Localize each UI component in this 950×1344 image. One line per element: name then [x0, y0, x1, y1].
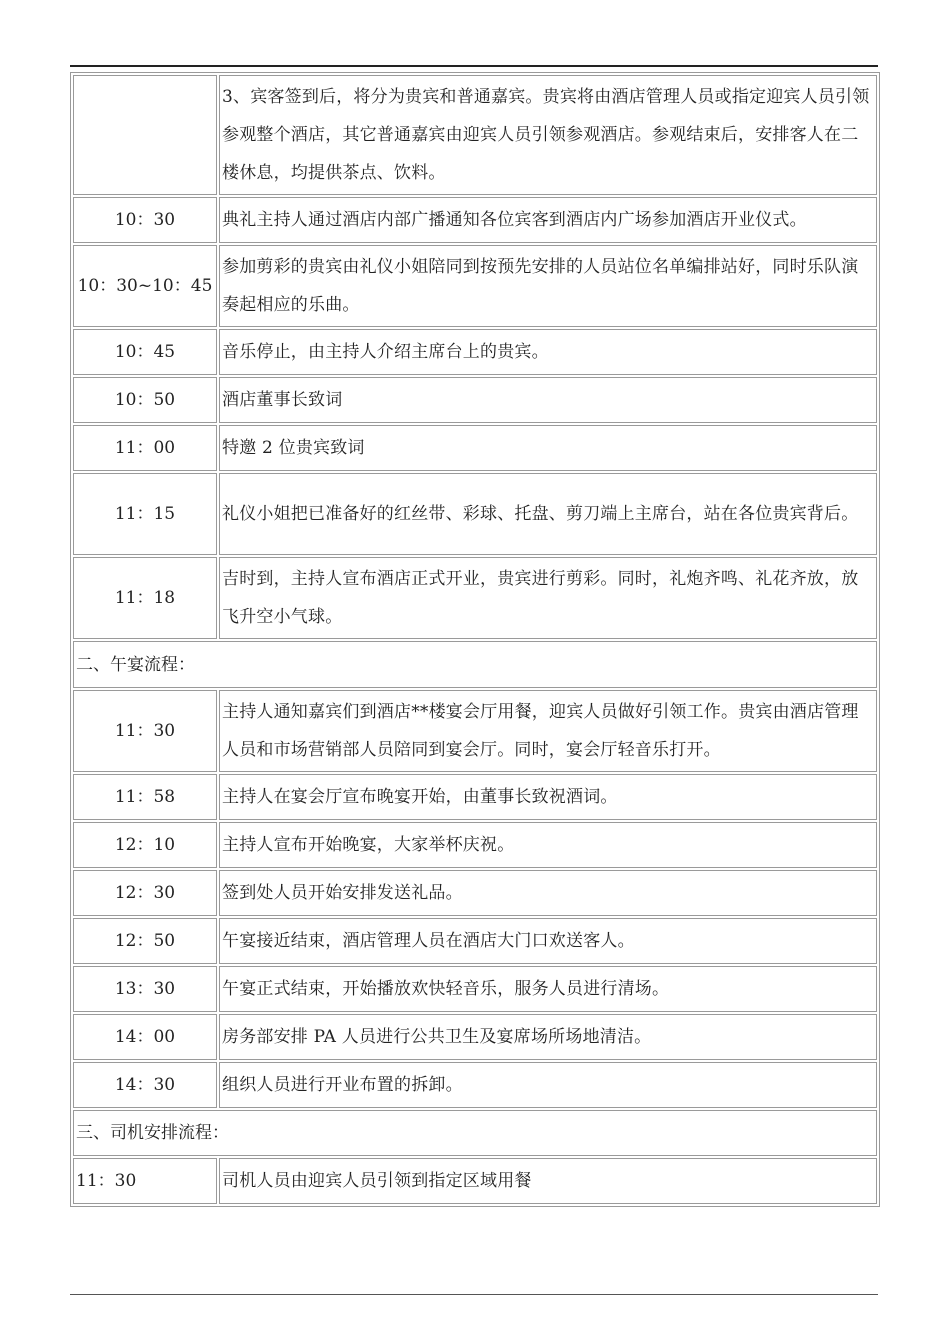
description-cell: 吉时到，主持人宣布酒店正式开业，贵宾进行剪彩。同时，礼炮齐鸣、礼花齐放，放飞升空小气球。: [219, 557, 877, 639]
time-cell: 10：30~10：45: [73, 245, 217, 327]
time-cell: 11：18: [73, 557, 217, 639]
table-row: [73, 1014, 877, 1060]
time-cell: 11：00: [73, 425, 217, 471]
table-row: [73, 75, 877, 195]
table-row: [73, 870, 877, 916]
time-cell: 13：30: [73, 966, 217, 1012]
description-cell: 礼仪小姐把已准备好的红丝带、彩球、托盘、剪刀端上主席台，站在各位贵宾背后。: [219, 473, 877, 555]
description-cell: 参加剪彩的贵宾由礼仪小姐陪同到按预先安排的人员站位名单编排站好，同时乐队演奏起相应的乐曲。: [219, 245, 877, 327]
time-cell: 10：50: [73, 377, 217, 423]
description-cell: 签到处人员开始安排发送礼品。: [219, 870, 877, 916]
section-heading-row: [73, 641, 877, 688]
section-heading-drivers: 三、司机安排流程：: [73, 1110, 877, 1156]
section-heading-lunch: 二、午宴流程：: [73, 641, 877, 688]
description-cell: 特邀 2 位贵宾致词: [219, 425, 877, 471]
table-row: [73, 377, 877, 423]
table-row: [73, 966, 877, 1012]
description-cell: 主持人在宴会厅宣布晚宴开始，由董事长致祝酒词。: [219, 774, 877, 820]
description-cell: 司机人员由迎宾人员引领到指定区域用餐: [219, 1158, 877, 1204]
time-cell: 14：00: [73, 1014, 217, 1060]
time-cell: 10：30: [73, 197, 217, 243]
time-cell: 10：45: [73, 329, 217, 375]
description-cell: 3、宾客签到后，将分为贵宾和普通嘉宾。贵宾将由酒店管理人员或指定迎宾人员引领参观整个酒店，其它普通嘉宾由迎宾人员引领参观酒店。参观结束后，安排客人在二楼休息，均提供茶点、饮料。: [219, 75, 877, 195]
time-cell: 11：30: [73, 1158, 217, 1204]
time-cell: 11：30: [73, 690, 217, 772]
table-row: [73, 557, 877, 639]
time-cell: [73, 75, 217, 195]
time-cell: 12：10: [73, 822, 217, 868]
table-row: [73, 245, 877, 327]
description-cell: 主持人宣布开始晚宴，大家举杯庆祝。: [219, 822, 877, 868]
table-row: [73, 918, 877, 964]
table-row: [73, 822, 877, 868]
description-cell: 午宴正式结束，开始播放欢快轻音乐，服务人员进行清场。: [219, 966, 877, 1012]
table-row: [73, 774, 877, 820]
time-cell: 11：58: [73, 774, 217, 820]
footer-rule: [70, 1294, 878, 1295]
schedule-table: [70, 72, 880, 1207]
description-cell: 典礼主持人通过酒店内部广播通知各位宾客到酒店内广场参加酒店开业仪式。: [219, 197, 877, 243]
time-cell: 11：15: [73, 473, 217, 555]
description-cell: 酒店董事长致词: [219, 377, 877, 423]
time-cell: 12：30: [73, 870, 217, 916]
description-cell: 组织人员进行开业布置的拆卸。: [219, 1062, 877, 1108]
time-cell: 14：30: [73, 1062, 217, 1108]
table-row: [73, 473, 877, 555]
description-cell: 音乐停止，由主持人介绍主席台上的贵宾。: [219, 329, 877, 375]
description-cell: 午宴接近结束，酒店管理人员在酒店大门口欢送客人。: [219, 918, 877, 964]
table-row: [73, 425, 877, 471]
description-cell: 房务部安排 PA 人员进行公共卫生及宴席场所场地清洁。: [219, 1014, 877, 1060]
table-row: [73, 1158, 877, 1204]
time-cell: 12：50: [73, 918, 217, 964]
table-row: [73, 690, 877, 772]
table-row: [73, 197, 877, 243]
description-cell: 主持人通知嘉宾们到酒店**楼宴会厅用餐，迎宾人员做好引领工作。贵宾由酒店管理人员和市场营销部人员陪同到宴会厅。同时，宴会厅轻音乐打开。: [219, 690, 877, 772]
table-row: [73, 329, 877, 375]
header-rule: [70, 65, 878, 67]
section-heading-row: [73, 1110, 877, 1156]
table-row: [73, 1062, 877, 1108]
